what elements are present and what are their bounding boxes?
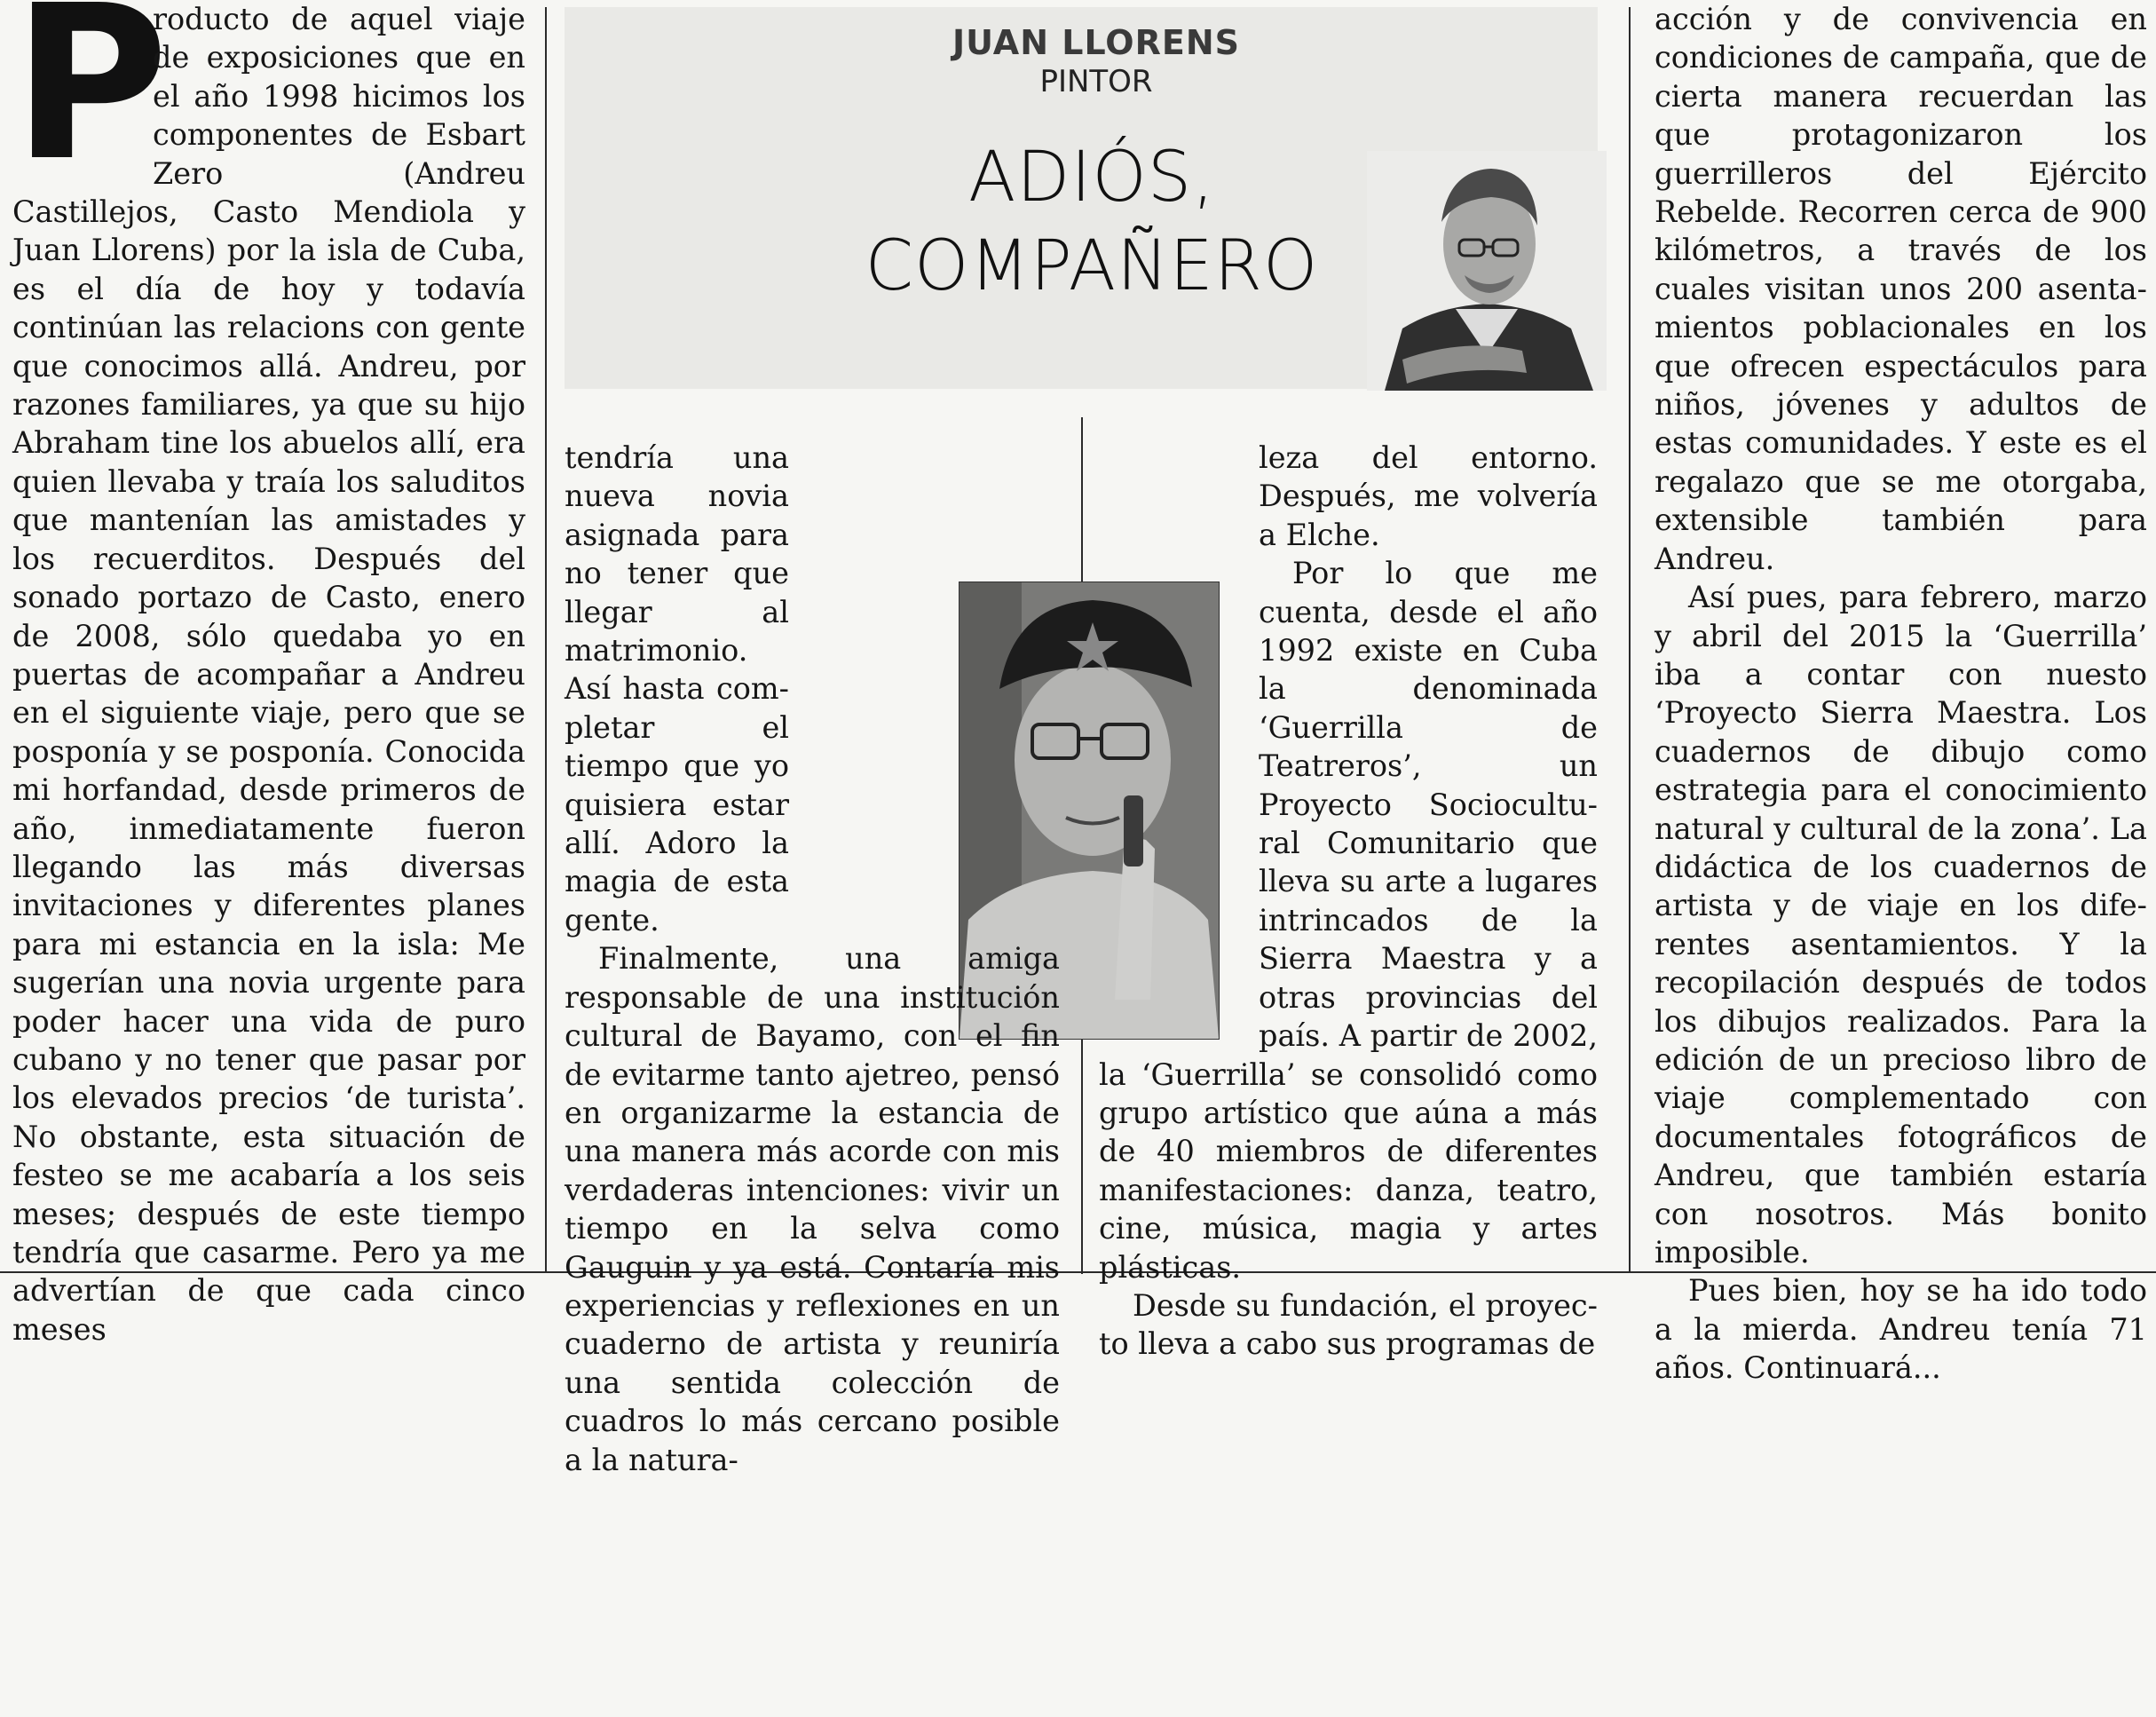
- byline: [905, 23, 1287, 99]
- author-portrait: [1367, 151, 1607, 391]
- paragraph: roducto de aquel viaje de exposiciones que en el año 1998 hicimos los componentes de Esbart Zero (Andreu Castillejos, Casto Mendiola y Juan Llorens) por la isla de Cuba, es el día de hoy y todavía continúan las relacions con gente que conocimos allá. Andreu, por razones familiares, ya que su hijo Abraham tine los abuelos allí, era quien llevaba y traía los saluditos que mantenían las amistades y los recuerditos. Después del sonado portazo de Casto, enero de 2008, sólo quedaba yo en puertas de acompañar a Andreu en el siguiente viaje, pero que se posponía y se posponía. Conocida mi horfandad, desde primeros de año, inmediatamente fueron llegando las más diversas invitaciones y diferentes planes para mi estancia en la isla: Me sugerían una novia urgente para poder hacer una vida de puro cubano y no tener que pasar por los elevados precios ‘de turista’. No obstante, esta situación de festeo se me acabaría a los seis meses; después de este tiempo tendría que casarme. Pero ya me advertían de que cada cinco meses: [12, 2, 525, 1347]
- column-rule: [545, 7, 547, 1272]
- article-column-2: [565, 439, 1060, 1717]
- author-role: PINTOR: [1039, 64, 1153, 99]
- headline-line1: ADIÓS,: [967, 138, 1216, 218]
- headline-line2: COMPAÑERO: [865, 226, 1319, 306]
- headline: [825, 133, 1358, 311]
- article-column-1: [12, 0, 525, 1347]
- paragraph: Así pues, para febrero, marzo y abril del 2015 la ‘Guerrilla’ iba a contar con nuesto ‘Proyecto Sierra Maestra. Los cuadernos de dibujo como estrategia para el conocimiento natural y cultural de la zona’. La didáctica de los cuadernos de artista y de viaje en los diferentes asentamientos. Y la recopilación después de todos los dibujos realizados. Para la edición de un precioso libro de viaje complementado con documentales fotográficos de Andreu, que también estaría con nosotros. Más bonito imposible.: [1655, 580, 2147, 1270]
- photo-wrap-spacer-b: [789, 595, 1060, 906]
- photo-wrap-spacer-a: [789, 439, 1060, 595]
- paragraph: acción y de convivencia en condiciones de campaña, que de cierta manera recuerdan las que protagonizaron los guerrilleros del Ejército Rebelde. Recorren cerca de 900 kilómetros, a través de los cuales visitan unos 200 asentamientos poblacionales en los que ofrecen espectáculos para niños, jóvenes y adultos de estas comunidades. Y este es el regalazo que se me otorgaba, extensible también para Andreu.: [1655, 2, 2147, 576]
- column-rule: [1629, 7, 1631, 1272]
- paragraph: Desde su fundación, el proyecto lleva a cabo sus programas de: [1099, 1287, 1598, 1362]
- article-column-4: [1655, 0, 2147, 1386]
- paragraph: Por lo que me cuenta, desde el año 1992 existe en Cuba la denominada ‘Guerrilla de Teatreros’, un Proyecto Sociocultural Comunitario que lleva su arte a lugares intrincados de la Sierra Maestra y a otras provincias del país. A partir de 2002, la ‘Guerrilla’ se consolidó como grupo artístico que aúna a más de 40 miembros de diferentes manifestaciones: danza, teatro, cine, música, magia y artes plásticas.: [1099, 556, 1598, 1285]
- paragraph: Finalmente, una amiga responsable de una institución cultural de Bayamo, con el fin de evitarme tanto ajetreo, pensó en organizarme la estancia de una manera más acorde con mis verdaderas intenciones: vivir un tiempo en la selva como Gauguin y ya está. Contaría mis experiencias y reflexiones en un cuaderno de artista y reuniría una sentida colección de cuadros lo más cercano posible a la natura-: [565, 941, 1060, 1477]
- paragraph: Pues bien, hoy se ha ido todo a la mierda. Andreu tenía 71 años. Continuará...: [1655, 1273, 2147, 1386]
- paragraph: leza del entorno. Después, me volvería a Elche.: [1259, 440, 1598, 552]
- drop-cap: P: [12, 0, 169, 208]
- paragraph: tendría una nueva novia asignada para no tener que llegar al matrimonio. Así hasta completar el tiempo que yo quisiera estar allí. Adoro la magia de esta gente.: [565, 440, 789, 938]
- article-column-3: [1099, 439, 1598, 1717]
- author-name: JUAN LLORENS: [952, 23, 1241, 62]
- photo-wrap-spacer-c: [1099, 516, 1259, 1048]
